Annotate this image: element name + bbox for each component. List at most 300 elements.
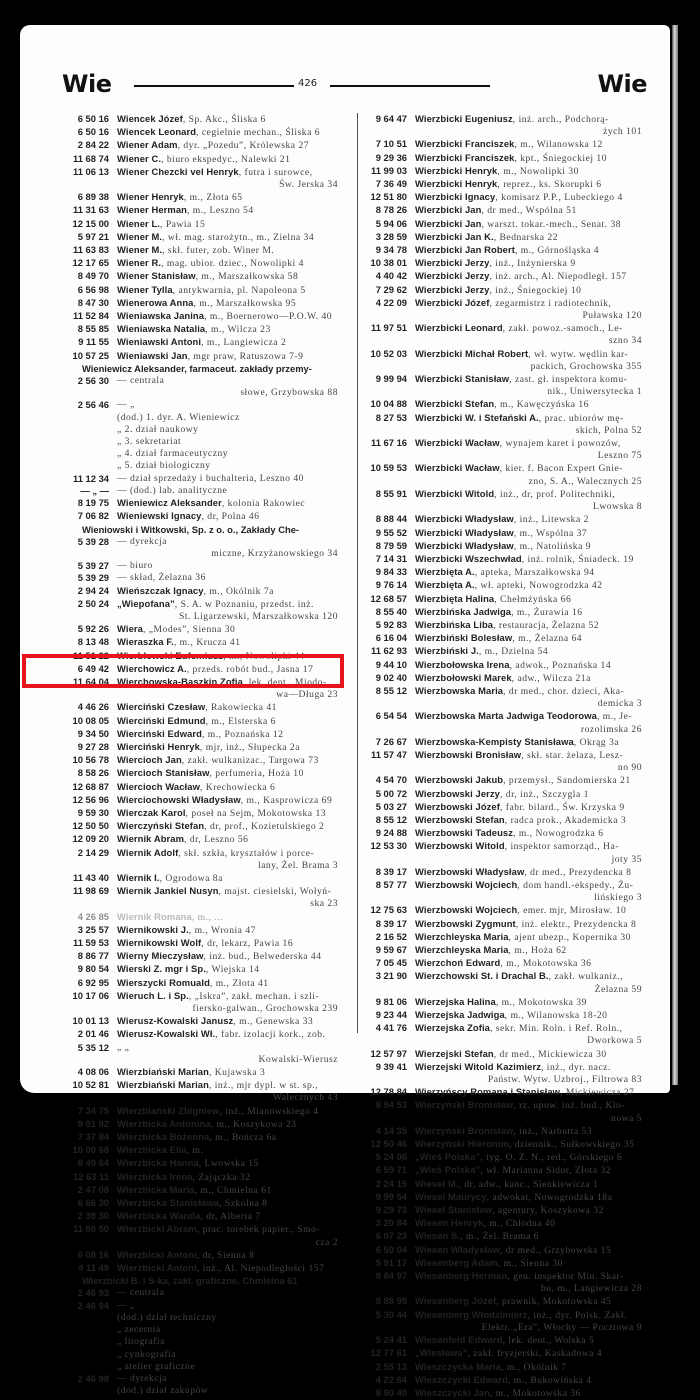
entry-text xyxy=(415,244,642,257)
entry-name: Wierzbicki Henryk xyxy=(415,178,498,190)
entry-name: Wierzbowski Witold xyxy=(415,840,505,852)
phone-number: 5 39 27 xyxy=(77,560,109,572)
extension-line: „ cynkografia xyxy=(117,1348,176,1360)
entry-text xyxy=(415,866,642,879)
phone-number: 12 53 30 xyxy=(370,840,407,852)
phone-number: 10 56 78 xyxy=(72,754,109,766)
entry-text xyxy=(117,1373,338,1385)
entry-name: Wierzbięta A. xyxy=(415,566,475,578)
entry-name: Wierzbołowski Marek xyxy=(415,671,512,683)
entry-name: Wierzbowska-Kempisty Stanisława xyxy=(415,735,574,747)
directory-entry xyxy=(360,1048,642,1061)
entry-name: Wiener M. xyxy=(117,244,163,256)
entry-continuation: miczne, Krzyżanowskiego 34 xyxy=(211,547,338,559)
entry-text xyxy=(415,774,642,787)
entry-description: , m., Genewska 33 xyxy=(233,1016,314,1028)
entry-name: Wieszczycka Maria xyxy=(415,1360,502,1372)
entry-name: Wierzbowski Stefan xyxy=(415,813,505,825)
directory-entry xyxy=(62,204,338,217)
entry-name: Wiernikowski Wolf xyxy=(117,937,202,948)
entry-description: , kpt., Śniegockiej 10 xyxy=(514,152,607,164)
phone-number: 3 20 84 xyxy=(375,1217,407,1229)
entry-name: Wiernik Romana xyxy=(117,910,192,922)
entry-description: , m., Langiewicza 2 xyxy=(201,337,287,349)
entry-description: , inż., Litewska 2 xyxy=(513,514,589,526)
entry-name: Wiercioch Wacław xyxy=(117,780,200,792)
phone-number: 10 01 13 xyxy=(72,1015,109,1027)
phone-number: 7 06 82 xyxy=(77,510,109,522)
phone-number: 11 52 84 xyxy=(73,310,109,322)
entry-description: , m., Żelazna 64 xyxy=(512,633,583,645)
entry-name: Wierbłowski Eufemiusz xyxy=(117,649,224,661)
entry-description: , „Modes”, Sienna 30 xyxy=(142,624,236,636)
entry-description: , m., Nowogrodzka 6 xyxy=(513,828,604,840)
directory-entry xyxy=(62,1300,338,1312)
extension-line: (dod.) dział techniczny xyxy=(117,1311,217,1323)
entry-name: Wierzbowski Jakub xyxy=(415,774,504,786)
phone-number: 8 90 40 xyxy=(375,1386,407,1398)
directory-entry xyxy=(360,1257,642,1270)
entry-description: , mgr praw, Ratuszowa 7-9 xyxy=(187,350,304,362)
entry-name: Wiener R. xyxy=(117,257,162,269)
entry-description: , m., Sienna 30 xyxy=(497,1257,563,1269)
directory-entry xyxy=(360,1061,642,1086)
entry-description: , prawnik, Mokotowska 45 xyxy=(496,1296,612,1308)
entry-description: , komisarz P.P., Lubeckiego 4 xyxy=(495,192,623,204)
directory-entry xyxy=(360,1361,642,1374)
phone-number: 7 10 51 xyxy=(375,138,407,150)
directory-entry xyxy=(360,788,642,801)
phone-number: 7 34 75 xyxy=(77,1104,109,1116)
entry-description: , inż. elektr., Prezydencka 8 xyxy=(515,918,637,930)
directory-entry xyxy=(360,619,642,632)
phone-number: 9 02 40 xyxy=(375,671,407,683)
phone-number: 11 12 34 xyxy=(73,472,109,484)
directory-entry xyxy=(360,1138,642,1151)
entry-name: Wierciński Edward xyxy=(117,727,202,739)
entry-name: Wierzbicki Franciszek xyxy=(415,151,515,163)
phone-number: 3 21 90 xyxy=(375,970,407,982)
entry-description: , inż., dr, prof. Politechniki, xyxy=(494,488,616,500)
entry-name: Wierzbicka Ella xyxy=(117,1144,187,1156)
phone-number: — „ — xyxy=(80,484,109,496)
entry-text xyxy=(117,1210,338,1223)
phone-number: 9 23 44 xyxy=(375,1009,407,1021)
entry-continuation: demicka 3 xyxy=(597,698,642,710)
entry-description: , m., Bończa 6a xyxy=(209,1132,277,1144)
entry-name: Wierzbicki Jan K. xyxy=(415,230,494,242)
entry-description: , zegarmistrz i radiotechnik, xyxy=(489,297,612,309)
entry-description: , m., ... xyxy=(191,911,223,923)
entry-text xyxy=(117,1028,338,1041)
directory-entry xyxy=(62,794,338,807)
directory-entry xyxy=(360,1309,642,1334)
entry-description: , perfumeria, Hoża 10 xyxy=(209,768,304,780)
directory-entry xyxy=(62,977,338,990)
directory-entry xyxy=(62,1210,338,1223)
entry-description: , tyg. O. Z. N., red., Górskiego 6 xyxy=(480,1152,623,1164)
phone-number: 2 56 30 xyxy=(77,375,109,387)
entry-continuation: nik., Uniwersytecka 1 xyxy=(547,386,642,398)
entry-name: Wieniawska Natalia xyxy=(117,323,206,335)
entry-text xyxy=(117,1171,338,1184)
entry-description: , dr med., Prezydencka 8 xyxy=(524,866,632,878)
entry-text xyxy=(415,619,642,632)
entry-description: , dr, Leszno 56 xyxy=(184,834,249,846)
entry-text xyxy=(117,623,338,636)
phone-number: 8 79 59 xyxy=(375,539,407,551)
extension-line: (dod.) 1. dyr. A. Wieniewicz xyxy=(117,411,240,423)
phone-number: 9 59 30 xyxy=(77,806,109,818)
directory-entry xyxy=(360,1270,642,1295)
directory-entry xyxy=(62,715,338,728)
directory-entry xyxy=(360,462,642,487)
header-rule-right xyxy=(330,85,490,87)
phone-number: 5 39 29 xyxy=(77,572,109,584)
page-number: 426 xyxy=(298,78,318,89)
directory-entry xyxy=(360,204,642,217)
entry-text xyxy=(117,950,338,963)
entry-description: , inż., Śniegockiej 10 xyxy=(489,284,582,296)
phone-number: 6 08 16 xyxy=(77,1248,109,1260)
entry-description: , Chełmżyńska 66 xyxy=(494,593,572,605)
entry-description: , S. A. w Poznaniu, przedst. inż. xyxy=(174,598,314,610)
entry-text xyxy=(415,165,642,178)
phone-number: 5 24 41 xyxy=(375,1334,407,1346)
directory-entry xyxy=(62,270,338,283)
entry-text xyxy=(117,536,338,560)
phone-number: 2 46 94 xyxy=(77,1299,109,1311)
entry-text xyxy=(117,1079,338,1104)
entry-text xyxy=(415,412,642,437)
entry-name: Wiesenberg Adam xyxy=(415,1256,498,1268)
phone-number: 11 98 69 xyxy=(73,885,109,897)
phone-number: 12 15 00 xyxy=(72,217,109,229)
directory-entry xyxy=(62,244,338,257)
directory-entry xyxy=(360,488,642,513)
entry-description: , cegielnie mechan., Śliska 6 xyxy=(196,127,321,139)
entry-description: , m., Elsterska 6 xyxy=(205,715,276,727)
entry-text xyxy=(415,749,642,774)
entry-description: — centrala xyxy=(117,1287,165,1299)
entry-text xyxy=(415,284,642,297)
entry-text xyxy=(117,323,338,336)
entry-description: , dom handl.-ekspedy., Żu- xyxy=(517,879,634,891)
entry-text xyxy=(415,1164,642,1177)
phone-number: 4 40 42 xyxy=(375,270,407,282)
directory-entry xyxy=(62,399,338,411)
entry-name: Wierski Z. mgr i Sp. xyxy=(117,963,206,975)
entry-name: „Wiepofana” xyxy=(117,597,175,609)
directory-entry xyxy=(360,645,642,658)
entry-name: Wierciński Henryk xyxy=(117,740,200,752)
directory-entry xyxy=(62,284,338,297)
directory-entry xyxy=(62,572,338,584)
entry-name: Wierzbołowska Irena xyxy=(415,658,510,670)
entry-description: , m., Górnośląska 4 xyxy=(514,245,600,257)
entry-name: Wierzejski Witold Kazimierz xyxy=(415,1060,541,1072)
entry-name: Wiercioch Jan xyxy=(117,754,182,766)
phone-number: 2 14 29 xyxy=(77,846,109,858)
entry-name: Wierzbięta A. xyxy=(415,579,475,591)
phone-number: 10 59 53 xyxy=(370,462,407,474)
entry-description: , dr, Alberta 7 xyxy=(200,1211,261,1223)
entry-text xyxy=(415,1061,642,1086)
entry-name: Wierzbowski Wojciech xyxy=(415,904,518,916)
directory-entry xyxy=(62,1066,338,1079)
phone-number: 8 47 30 xyxy=(77,296,109,308)
directory-entry xyxy=(360,1374,642,1387)
directory-entry xyxy=(360,840,642,865)
entry-name: Wiernik Jankiel Nusyn xyxy=(117,885,219,897)
phone-number: 9 39 41 xyxy=(375,1060,407,1072)
directory-entry xyxy=(62,166,338,191)
entry-text xyxy=(415,801,642,814)
directory-entry xyxy=(360,1099,642,1124)
entry-description: , zakł. wulkanizac., Targowa 73 xyxy=(181,755,319,767)
entry-text xyxy=(117,794,338,807)
directory-entry xyxy=(360,879,642,904)
phone-number: 2 47 08 xyxy=(77,1183,109,1195)
directory-entry xyxy=(360,1334,642,1347)
entry-name: Wieniawska Janina xyxy=(117,310,205,322)
right-column xyxy=(357,113,642,1399)
entry-text xyxy=(415,1244,642,1257)
entry-description: — dział sprzedaży i buchalteria, Leszno 40 xyxy=(117,472,304,484)
phone-number: 8 55 85 xyxy=(77,323,109,335)
entry-name: Wieszczycki Edward xyxy=(415,1373,508,1385)
directory-entry xyxy=(360,152,642,165)
directory-entry xyxy=(360,944,642,957)
entry-name: Wiencek Leonard xyxy=(117,126,197,138)
entry-description: , poseł na Sejm, Mokotowska 13 xyxy=(185,807,327,819)
entry-text xyxy=(117,270,338,283)
entry-name: Wiesenberg Włodzimierz xyxy=(415,1308,528,1320)
entry-name: Wieraszka F. xyxy=(117,636,174,648)
directory-entry xyxy=(360,1022,642,1047)
entry-text xyxy=(117,473,338,485)
entry-name: Wierzbowski Wojciech xyxy=(415,878,518,890)
entry-text xyxy=(117,715,338,728)
entry-text xyxy=(117,977,338,990)
entry-text xyxy=(415,513,642,526)
phone-number: 9 34 78 xyxy=(375,244,407,256)
phone-number: 9 81 06 xyxy=(375,995,407,1007)
entry-description: , dr, Sienna 8 xyxy=(196,1249,255,1261)
entry-name: Wierzbowski Bronisław xyxy=(415,748,522,760)
entry-description: — skład, Żelazna 36 xyxy=(117,572,206,584)
phone-number: 4 11 49 xyxy=(78,1262,109,1274)
phone-number: 10 17 06 xyxy=(72,989,109,1001)
phone-number: 2 46 93 xyxy=(77,1287,109,1299)
entry-name: Wierzbicki Abram xyxy=(117,1223,197,1235)
entry-text xyxy=(415,996,642,1009)
directory-entry xyxy=(62,218,338,231)
directory-entry xyxy=(360,373,642,398)
directory-entry xyxy=(360,659,642,672)
directory-entry xyxy=(360,218,642,231)
directory-entry xyxy=(360,284,642,297)
entry-text xyxy=(415,462,642,487)
entry-name: Wieńszczak Ignacy xyxy=(117,584,204,596)
entry-text xyxy=(415,297,642,322)
directory-entry xyxy=(62,336,338,349)
entry-name: Wieniewicz Aleksander xyxy=(117,497,222,509)
entry-text xyxy=(415,904,642,917)
phone-number: 9 59 67 xyxy=(375,944,407,955)
entry-name: Wierzbicki W. i Stefański A. xyxy=(415,411,539,423)
entry-continuation: wa—Długa 23 xyxy=(276,689,338,701)
entry-description: , zast. gł. inspektora komu- xyxy=(509,374,628,386)
directory-entry xyxy=(360,579,642,592)
directory-entry xyxy=(360,1191,642,1204)
entry-description: , lek. dent., Wolska 5 xyxy=(502,1335,595,1347)
entry-description: , kier. f. Bacon Expert Gnie- xyxy=(499,463,623,475)
phone-number: 9 11 55 xyxy=(78,336,109,348)
phone-number: 4 41 76 xyxy=(375,1022,407,1034)
directory-entry xyxy=(62,536,338,560)
phone-number: 11 99 03 xyxy=(371,164,407,176)
entry-text xyxy=(415,540,642,553)
directory-entry xyxy=(360,1230,642,1243)
entry-name: Wierzbicki Wszechwład xyxy=(415,552,522,564)
entry-name: Wierzbicki Franciszek xyxy=(415,138,515,150)
directory-entry xyxy=(360,827,642,840)
entry-text xyxy=(117,807,338,820)
entry-text xyxy=(415,827,642,840)
phone-number: 6 56 98 xyxy=(77,283,109,295)
entry-text xyxy=(415,1125,642,1138)
entry-name: Wierzbicki Wacław xyxy=(415,462,500,474)
directory-entry xyxy=(360,1204,642,1217)
entry-description: , Szkolna 8 xyxy=(219,1198,268,1210)
entry-description: , m., Mokotowska 36 xyxy=(500,958,592,970)
phone-number: 5 24 06 xyxy=(375,1151,407,1163)
entry-description: , m., Wronia 47 xyxy=(188,924,256,936)
entry-text xyxy=(117,885,338,910)
phone-number: 11 64 04 xyxy=(73,675,109,687)
entry-name: Wierzbicki Ignacy xyxy=(415,191,496,203)
directory-entry xyxy=(62,990,338,1015)
entry-name: Wiesen S. xyxy=(415,1230,461,1242)
entry-name: Wierzchleyska Maria xyxy=(415,944,509,955)
phone-number: 10 57 25 xyxy=(72,349,109,361)
section-heading: Wieniowski i Witkowski, Sp. z o. o., Zakłady Che- xyxy=(82,523,300,535)
entry-text xyxy=(415,840,642,865)
directory-entry xyxy=(360,113,642,138)
entry-description: , Kujawska 3 xyxy=(208,1067,266,1079)
phone-number: 12 51 80 xyxy=(370,191,407,203)
entry-description: , m., Złota 41 xyxy=(209,977,269,989)
entry-text xyxy=(415,1334,642,1347)
entry-description: , m., Kasprowicza 69 xyxy=(240,794,333,806)
entry-name: Wierzbicki Jerzy xyxy=(415,270,490,282)
entry-description: , fabr. izolacji kork., zob. xyxy=(215,1029,326,1041)
entry-description: , m., Mokotowska 39 xyxy=(495,996,587,1008)
entry-text xyxy=(415,931,642,944)
phone-number: 7 37 84 xyxy=(77,1131,109,1143)
entry-text xyxy=(117,350,338,363)
entry-text xyxy=(117,399,338,411)
entry-name: Wiener M. xyxy=(117,230,163,242)
entry-description: , m., Wspólna 37 xyxy=(513,527,588,539)
header-rule-left xyxy=(134,85,294,87)
entry-continuation: packich, Grochowska 355 xyxy=(530,360,642,372)
entry-text xyxy=(117,204,338,217)
entry-name: Wiesen Henryk xyxy=(415,1217,484,1229)
phone-number: 4 46 26 xyxy=(77,701,109,713)
extension-line: „ 3. sekretariat xyxy=(117,436,182,448)
phone-number: 10 38 01 xyxy=(370,257,407,269)
phone-number: 4 22 64 xyxy=(375,1373,407,1385)
directory-entry xyxy=(360,566,642,579)
directory-entry xyxy=(62,497,338,510)
entry-description: , m., Marszałkowska 58 xyxy=(195,271,299,283)
phone-number: 6 59 71 xyxy=(375,1164,407,1176)
directory-entry xyxy=(62,139,338,152)
entry-text xyxy=(117,833,338,846)
phone-number: 2 46 98 xyxy=(77,1372,109,1384)
entry-text xyxy=(415,1295,642,1308)
entry-continuation: Leszno 75 xyxy=(597,450,642,462)
entry-description: , skł. star. żelaza, Lesz- xyxy=(521,749,624,761)
entry-name: Wierzchleyska Maria xyxy=(415,930,509,942)
entry-text xyxy=(415,231,642,244)
entry-text xyxy=(117,310,338,323)
entry-name: Wiesenberg Józef xyxy=(415,1295,497,1307)
extension-line: „ atelier graficzne xyxy=(117,1360,196,1372)
directory-entry xyxy=(62,820,338,833)
entry-description: , m., Bukowińska 4 xyxy=(507,1374,592,1386)
phone-number: 9 91 82 xyxy=(77,1117,109,1129)
entry-text xyxy=(415,1361,642,1374)
entry-name: Wienerowa Anna xyxy=(117,296,194,308)
entry-name: Wiesel M. xyxy=(415,1177,459,1189)
book-spine xyxy=(672,25,678,1085)
entry-description: , wynajem karet i powozów, xyxy=(499,438,621,450)
entry-name: Wierzbińska Jadwiga xyxy=(415,605,512,617)
directory-entry xyxy=(360,1387,642,1400)
entry-name: Wierzbiański Zbigniew xyxy=(117,1104,220,1116)
entry-description: , sekr. Min. Roln. i Ref. Roln., xyxy=(489,1023,623,1035)
entry-name: Wierzbicka Wanda xyxy=(117,1210,201,1222)
entry-name: Wierzbicki Józef xyxy=(415,296,490,308)
directory-entry xyxy=(360,297,642,322)
entry-text xyxy=(415,178,642,191)
phone-number: 3 25 57 xyxy=(77,923,109,935)
entry-name: Wieniewski Ignacy xyxy=(117,510,202,522)
entry-name: Wiencek Józef xyxy=(117,113,183,124)
entry-name: Wierusz-Kowalski Wł. xyxy=(117,1028,216,1040)
entry-text xyxy=(117,191,338,204)
entry-name: „Wieś Polska” xyxy=(415,1151,481,1163)
entry-description: , m., Okólnik 7a xyxy=(203,585,274,597)
phone-number: 9 27 28 xyxy=(77,740,109,752)
directory-entry xyxy=(62,1028,338,1041)
entry-text xyxy=(415,672,642,685)
phone-number: 5 92 83 xyxy=(375,618,407,630)
directory-entry xyxy=(360,1295,642,1308)
directory-entry xyxy=(62,701,338,714)
entry-name: Wierusz-Kowalski Janusz xyxy=(117,1015,234,1027)
entry-description: , m., Natolińska 9 xyxy=(513,540,592,552)
directory-entry xyxy=(360,593,642,606)
directory-entry xyxy=(62,1118,338,1131)
entry-continuation: skich, Polna 52 xyxy=(575,424,642,436)
phone-number: 5 39 28 xyxy=(77,535,109,547)
entry-description: , m., Marszałkowska 95 xyxy=(193,297,297,309)
entry-description: , mag. ubior. dziec., Nowolipki 4 xyxy=(161,258,304,270)
